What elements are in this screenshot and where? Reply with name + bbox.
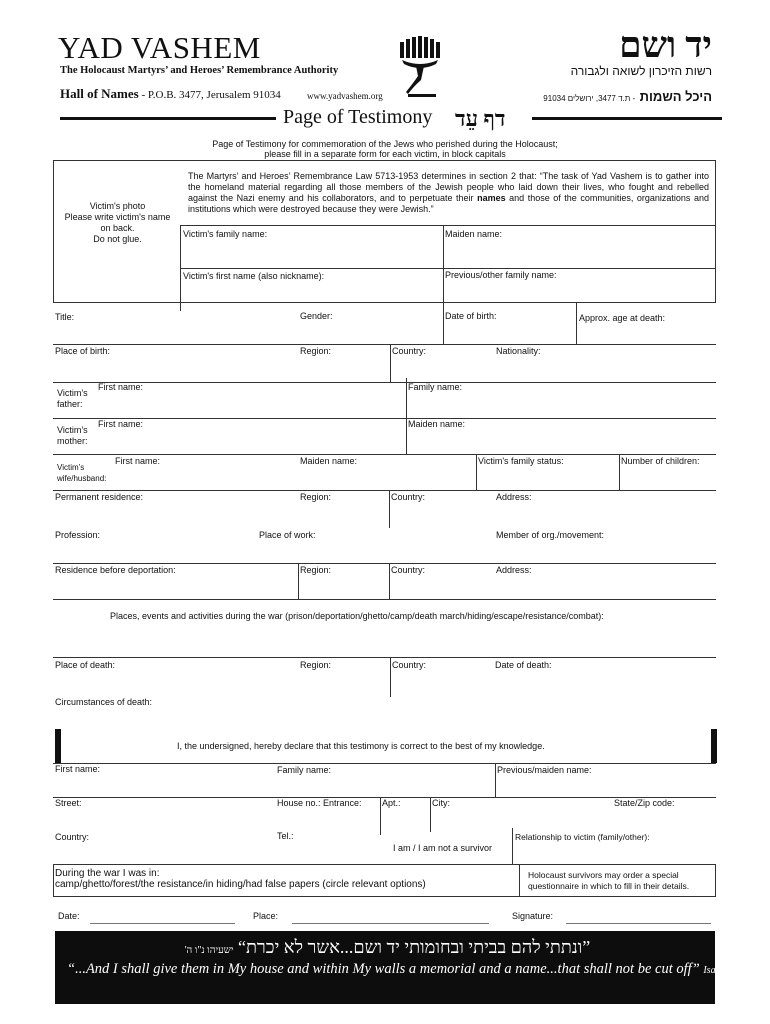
label-title[interactable]: Title: <box>55 312 75 322</box>
war-location[interactable] <box>55 868 426 890</box>
quote-banner <box>55 931 752 1004</box>
photo-line-1: Victim's photo <box>89 201 146 211</box>
mother-label-1: Victim’s <box>57 425 88 435</box>
label-num-children[interactable]: Number of children: <box>621 456 700 466</box>
rule <box>53 657 716 658</box>
rule <box>53 344 716 345</box>
label-age-death[interactable]: Approx. age at death: <box>579 313 666 323</box>
rule <box>53 454 716 455</box>
rule <box>298 563 299 599</box>
rule <box>512 828 513 864</box>
wife-label-2: wife/husband: <box>57 474 107 483</box>
label-country-2[interactable]: Country: <box>391 492 426 502</box>
label-member-org[interactable]: Member of org./movement: <box>496 530 605 540</box>
wife-label-1: Victim’s <box>57 463 85 472</box>
law-text-tail: and those of the communities, organizations and institutions which were destroyed because they were Jewish.” <box>188 193 709 214</box>
label-family-status[interactable]: Victim's family status: <box>478 456 564 466</box>
rule <box>476 454 477 490</box>
hall-of-names-he: היכל השמות <box>639 89 712 104</box>
quote-en-line <box>67 961 752 978</box>
wife-label <box>57 462 106 484</box>
page-title-en: Page of Testimony <box>283 106 433 128</box>
rule <box>380 797 381 835</box>
father-label <box>57 388 88 410</box>
source-he: ישעיהו נ"ו ה' <box>184 945 234 956</box>
label-places-events[interactable]: Places, events and activities during the war (prison/deportation/ghetto/camp/death march/hiding/escape/resistance/combat): <box>110 611 604 621</box>
website-link[interactable]: www.yadvashem.org <box>307 91 383 101</box>
label-profession[interactable]: Profession: <box>55 530 101 540</box>
father-label-2: father: <box>57 399 83 409</box>
law-text-body: The Martyrs’ and Heroes’ Remembrance Law 5713-1953 determines in section 2 that: “The task of Yad Vashem is to gather into the homeland material regarding all those members of the Jewish people who laid down their lives, who fought and rebelled against the Nazi enemy and his collaborators, and to perpetuate their <box>188 171 709 203</box>
hall-of-names-line <box>60 86 281 102</box>
label-date: Date: <box>58 911 80 921</box>
page-title-he: דף עֵד <box>455 106 506 131</box>
rule <box>53 864 716 865</box>
label-region-2[interactable]: Region: <box>300 492 332 502</box>
intro-line-1: Page of Testimony for commemoration of the Jews who perished during the Holocaust; <box>212 139 558 149</box>
org-name-en: YAD VASHEM <box>58 30 261 65</box>
label-perm-res[interactable]: Permanent residence: <box>55 492 144 502</box>
label-region-4[interactable]: Region: <box>300 660 332 670</box>
label-decl-first-name[interactable]: First name: <box>55 764 101 774</box>
mother-label-2: mother: <box>57 436 88 446</box>
label-mother-maiden[interactable]: Maiden name: <box>408 419 466 429</box>
label-dob[interactable]: Date of birth: <box>445 311 497 321</box>
label-decl-family-name[interactable]: Family name: <box>277 765 332 775</box>
date-line[interactable] <box>90 923 235 924</box>
declaration-bar-right <box>711 729 717 763</box>
yad-vashem-logo <box>396 34 444 106</box>
quote-he: ”ונתתי להם בביתי ובחומותי יד ושם...אשר לא יכרת“ <box>237 937 591 957</box>
label-maiden-name[interactable]: Maiden name: <box>445 229 503 239</box>
address-en: - P.O.B. 3477, Jerusalem 91034 <box>141 89 281 101</box>
war-line-1: During the war I was in: <box>55 868 160 879</box>
rule <box>53 896 716 897</box>
rule <box>389 490 390 528</box>
rule <box>53 302 716 303</box>
label-nationality[interactable]: Nationality: <box>496 346 541 356</box>
label-house-no[interactable]: House no.: Entrance: <box>277 798 362 808</box>
address-he: - ת.ד 3477, ירושלים 91034 <box>543 94 636 103</box>
survivors-note-2: questionnaire in which to fill in their details. <box>528 881 690 891</box>
label-father-family[interactable]: Family name: <box>408 382 463 392</box>
label-address-3[interactable]: Address: <box>496 565 532 575</box>
rule <box>406 378 407 418</box>
label-prev-family[interactable]: Previous/other family name: <box>445 270 557 280</box>
declaration-text: I, the undersigned, hereby declare that this testimony is correct to the best of my knowledge. <box>177 741 545 751</box>
title-rule-left <box>60 117 276 120</box>
photo-box[interactable] <box>55 201 180 245</box>
war-line-2: camp/ghetto/forest/the resistance/in hiding/had false papers (circle relevant options) <box>55 879 426 890</box>
rule <box>619 454 620 490</box>
label-country-1[interactable]: Country: <box>392 346 427 356</box>
declaration-bar-left <box>55 729 61 763</box>
photo-line-2: Please write victim's name <box>64 212 171 222</box>
org-name-he: יד ושם <box>619 25 712 65</box>
label-country-3[interactable]: Country: <box>391 565 426 575</box>
rule <box>406 418 407 454</box>
place-line[interactable] <box>292 923 489 924</box>
label-decl-prev-maiden[interactable]: Previous/maiden name: <box>497 765 592 775</box>
label-state-zip[interactable]: State/Zip code: <box>614 798 675 808</box>
rule <box>53 563 716 564</box>
label-father-first[interactable]: First name: <box>98 382 144 392</box>
label-circumstances[interactable]: Circumstances of death: <box>55 697 153 707</box>
rule <box>715 864 716 896</box>
label-place-birth[interactable]: Place of birth: <box>55 346 111 356</box>
label-wife-maiden[interactable]: Maiden name: <box>300 456 358 466</box>
signature-line[interactable] <box>566 923 711 924</box>
label-gender[interactable]: Gender: <box>300 311 333 321</box>
hall-of-names-he-line <box>543 88 712 106</box>
rule <box>53 864 54 896</box>
label-country-4[interactable]: Country: <box>392 660 427 670</box>
label-apt[interactable]: Apt.: <box>382 798 401 808</box>
label-place-work[interactable]: Place of work: <box>259 530 316 540</box>
rule <box>53 382 716 383</box>
survivors-note <box>528 870 689 892</box>
label-wife-first[interactable]: First name: <box>115 456 161 466</box>
intro-text <box>170 139 600 159</box>
father-label-1: Victim’s <box>57 388 88 398</box>
label-signature: Signature: <box>512 911 554 921</box>
rule <box>576 302 577 345</box>
label-street[interactable]: Street: <box>55 798 82 808</box>
rule <box>53 763 716 764</box>
label-region-1[interactable]: Region: <box>300 346 332 356</box>
label-date-death[interactable]: Date of death: <box>495 660 552 670</box>
rule <box>390 344 391 382</box>
rule <box>495 763 496 798</box>
label-family-name[interactable]: Victim's family name: <box>183 229 268 239</box>
rule <box>53 418 716 419</box>
hall-of-names-label: Hall of Names <box>60 86 139 101</box>
rule <box>389 563 390 599</box>
survivor-option[interactable]: I am / I am not a survivor <box>393 843 493 853</box>
mother-label <box>57 425 88 447</box>
source-en: Isaiah. 56:5 <box>703 965 752 976</box>
label-address-2[interactable]: Address: <box>496 492 532 502</box>
law-text <box>188 171 709 215</box>
label-decl-country[interactable]: Country: <box>55 832 90 842</box>
rule <box>180 268 716 269</box>
label-place: Place: <box>253 911 279 921</box>
label-first-name[interactable]: Victim's first name (also nickname): <box>183 271 325 281</box>
intro-line-2: please fill in a separate form for each victim, in block capitals <box>264 149 506 159</box>
rule <box>430 797 431 832</box>
rule <box>519 864 520 896</box>
rule <box>53 490 716 491</box>
label-region-3[interactable]: Region: <box>300 565 332 575</box>
label-res-deport[interactable]: Residence before deportation: <box>55 565 176 575</box>
survivors-note-1: Holocaust survivors may order a special <box>528 870 679 880</box>
label-place-death[interactable]: Place of death: <box>55 660 116 670</box>
quote-he-line <box>115 937 660 958</box>
rule <box>53 599 716 600</box>
rule <box>715 160 716 302</box>
authority-en: The Holocaust Martyrs’ and Heroes’ Remembrance Authority <box>60 65 339 76</box>
rule <box>443 225 444 345</box>
label-city[interactable]: City: <box>432 798 450 808</box>
rule <box>390 657 391 697</box>
authority-he: רשות הזיכרון לשואה ולגבורה <box>570 64 712 78</box>
photo-line-3: on back. <box>100 223 135 233</box>
label-mother-first[interactable]: First name: <box>98 419 144 429</box>
label-relationship[interactable]: Relationship to victim (family/other): <box>515 832 650 842</box>
rule <box>180 225 716 226</box>
photo-line-4: Do not glue. <box>93 234 142 244</box>
quote-en: “...And I shall give them in My house and within My walls a memorial and a name...that shall not be cut off” <box>67 961 700 977</box>
rule <box>53 160 54 302</box>
rule <box>53 160 716 161</box>
label-tel[interactable]: Tel.: <box>277 831 294 841</box>
law-text-bold: names <box>477 193 506 203</box>
title-rule-right <box>532 117 722 120</box>
